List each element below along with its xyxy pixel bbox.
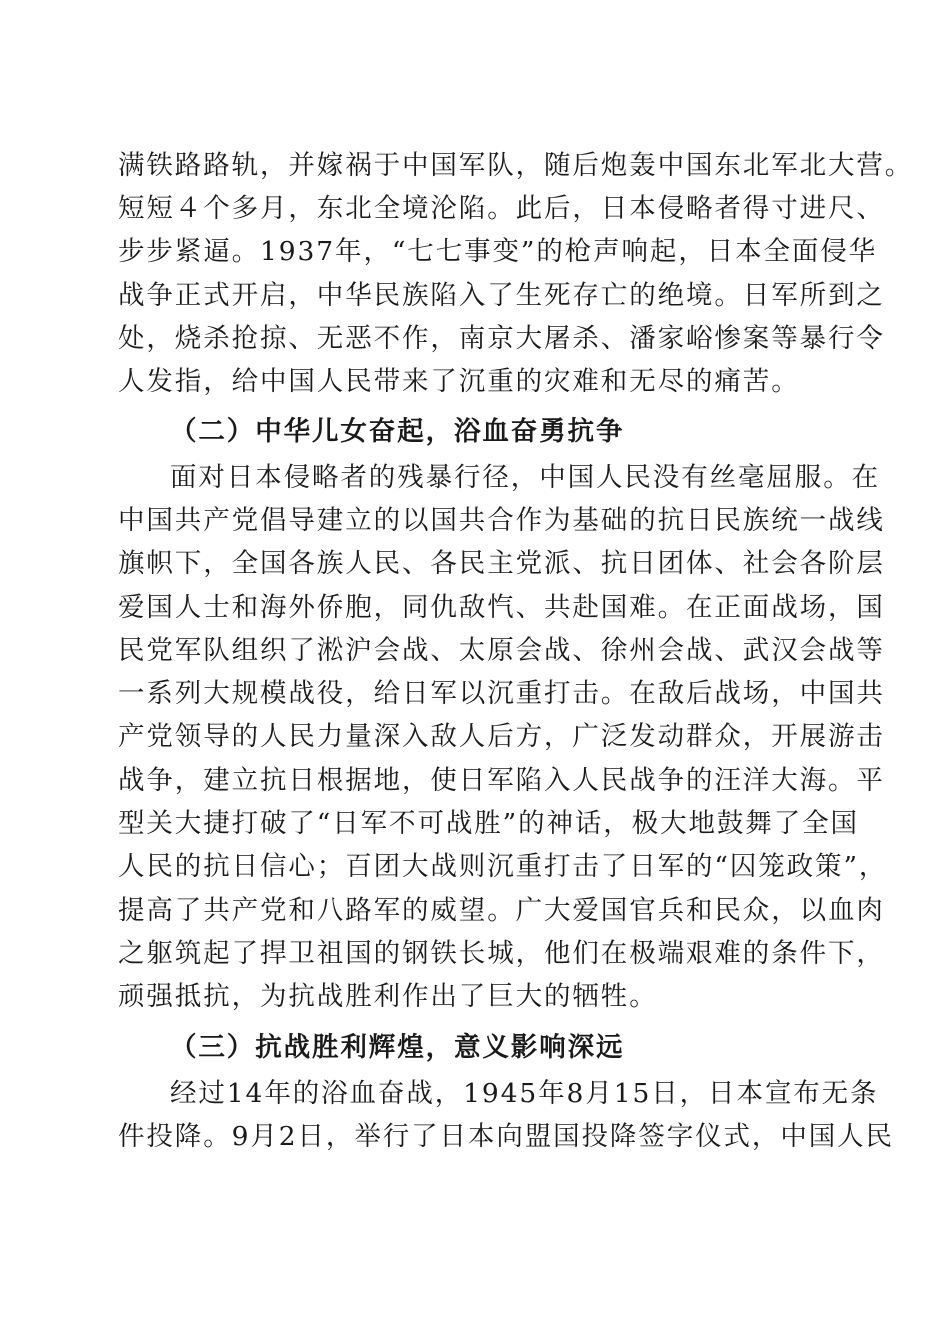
- text-line: 人发指，给中国人民带来了沉重的灾难和无尽的痛苦。: [118, 366, 800, 397]
- text-line: 件投降。9月2日，举行了日本向盟国投降签字仪式，中国人民: [118, 1121, 894, 1152]
- text-line: 产党领导的人民力量深入敌人后方，广泛发动群众，开展游击: [118, 721, 885, 752]
- text-line: 提高了共产党和八路军的威望。广大爱国官兵和民众，以血肉: [118, 895, 885, 926]
- text-line: 满铁路路轨，并嫁祸于中国军队，随后炮轰中国东北军北大营。: [118, 150, 914, 181]
- text-line: 人民的抗日信心；百团大战则沉重打击了日军的“囚笼政策”，: [118, 851, 888, 882]
- text-line: 面对日本侵略者的残暴行径，中国人民没有丝毫屈服。在: [170, 462, 880, 493]
- text-line: 顽强抵抗，为抗战胜利作出了巨大的牺牲。: [118, 981, 658, 1012]
- text-line: 一系列大规模战役，给日军以沉重打击。在敌后战场，中国共: [118, 678, 885, 709]
- text-line: 战争，建立抗日根据地，使日军陷入人民战争的汪洋大海。平: [118, 765, 885, 796]
- text-line: 旗帜下，全国各族人民、各民主党派、抗日团体、社会各阶层: [118, 548, 885, 579]
- text-line: 爱国人士和海外侨胞，同仇敌忾、共赴国难。在正面战场，国: [118, 592, 885, 623]
- text-line: 型关大捷打破了“日军不可战胜”的神话，极大地鼓舞了全国: [118, 808, 859, 839]
- text-line: 之躯筑起了捍卫祖国的钢铁长城，他们在极端艰难的条件下，: [118, 938, 885, 969]
- text-line: 战争正式开启，中华民族陷入了生死存亡的绝境。日军所到之: [118, 280, 885, 311]
- section-heading: （二）中华儿女奋起，浴血奋勇抗争: [170, 416, 625, 447]
- text-line: 经过14年的浴血奋战，1945年8月15日，日本宣布无条: [170, 1078, 879, 1109]
- section-heading: （三）抗战胜利辉煌，意义影响深远: [170, 1032, 625, 1063]
- text-line: 民党军队组织了淞沪会战、太原会战、徐州会战、武汉会战等: [118, 635, 885, 666]
- text-line: 短短４个多月，东北全境沦陷。此后，日本侵略者得寸进尺、: [118, 193, 885, 224]
- text-line: 中国共产党倡导建立的以国共合作为基础的抗日民族统一战线: [118, 505, 885, 536]
- text-line: 处，烧杀抢掠、无恶不作，南京大屠杀、潘家峪惨案等暴行令: [118, 323, 885, 354]
- text-line: 步步紧逼。1937年，“七七事变”的枪声响起，日本全面侵华: [118, 236, 878, 267]
